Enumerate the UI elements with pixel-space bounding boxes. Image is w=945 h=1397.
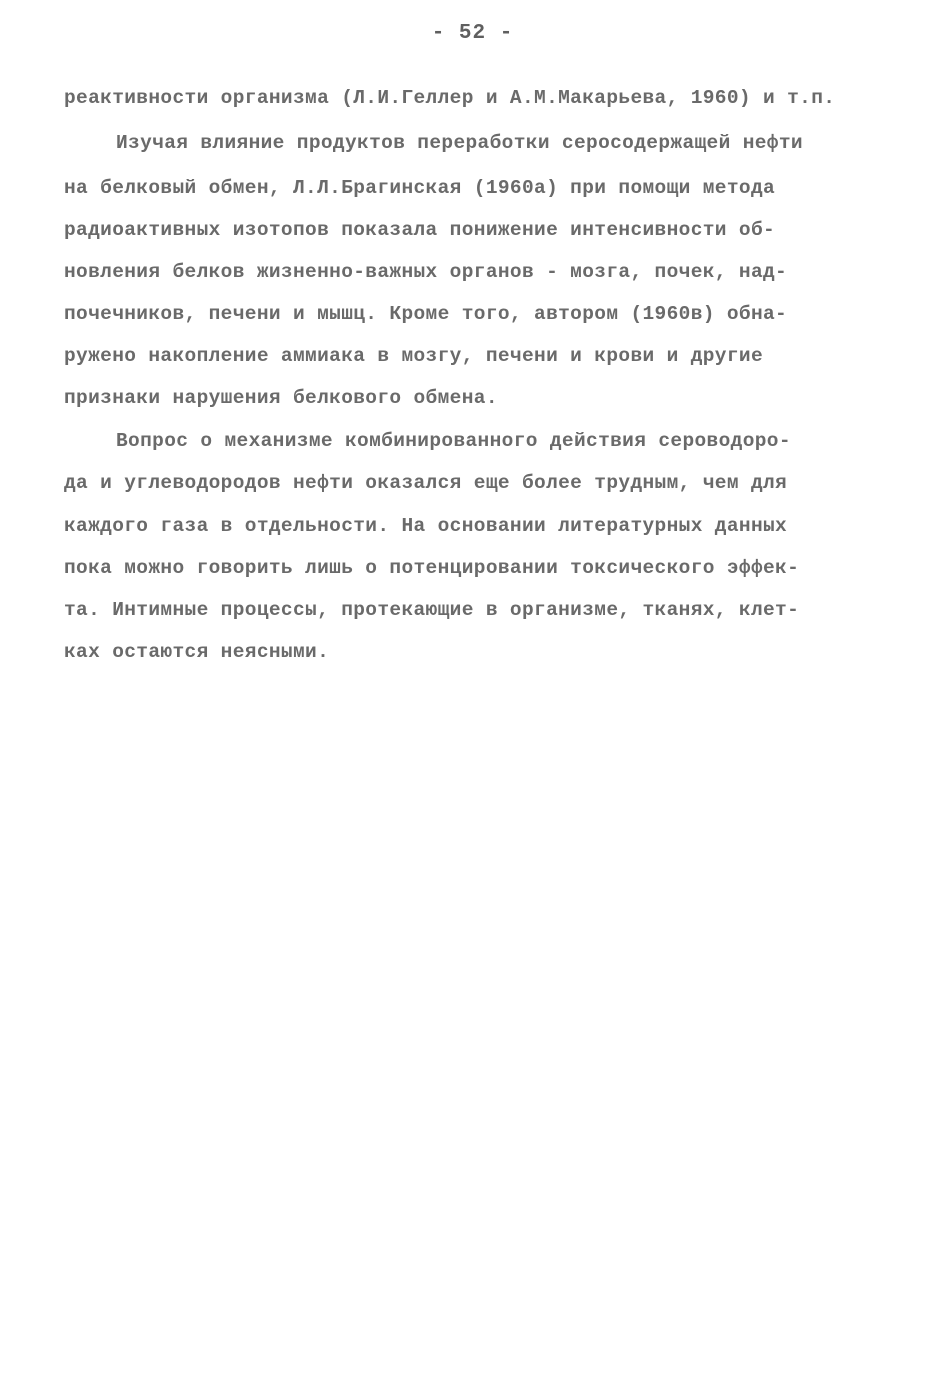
- text-line: Вопрос о механизме комбинированного действия сероводоро-: [116, 430, 791, 452]
- text-line: на белковый обмен, Л.Л.Брагинская (1960а) при помощи метода: [64, 177, 776, 199]
- text-line: признаки нарушения белкового обмена.: [64, 387, 498, 409]
- text-line: ках остаются неясными.: [64, 641, 330, 663]
- text-line: Изучая влияние продуктов переработки серосодержащей нефти: [116, 132, 803, 154]
- text-line: новления белков жизненно-важных органов - мозга, почек, над-: [64, 261, 788, 283]
- text-line: ружено накопление аммиака в мозгу, печени и крови и другие: [64, 345, 764, 367]
- text-line: радиоактивных изотопов показала понижение интенсивности об-: [64, 219, 776, 241]
- text-line: та. Интимные процессы, протекающие в организме, тканях, клет-: [64, 599, 800, 621]
- text-line: да и углеводородов нефти оказался еще более трудным, чем для: [64, 472, 788, 494]
- text-line: каждого газа в отдельности. На основании литературных данных: [64, 515, 788, 537]
- text-line: почечников, печени и мышц. Кроме того, автором (1960в) обна-: [64, 303, 788, 325]
- text-line: реактивности организма (Л.И.Геллер и А.М.Макарьева, 1960) и т.п.: [64, 87, 836, 109]
- text-line: пока можно говорить лишь о потенцировании токсического эффек-: [64, 557, 800, 579]
- page-number: - 52 -: [431, 22, 514, 45]
